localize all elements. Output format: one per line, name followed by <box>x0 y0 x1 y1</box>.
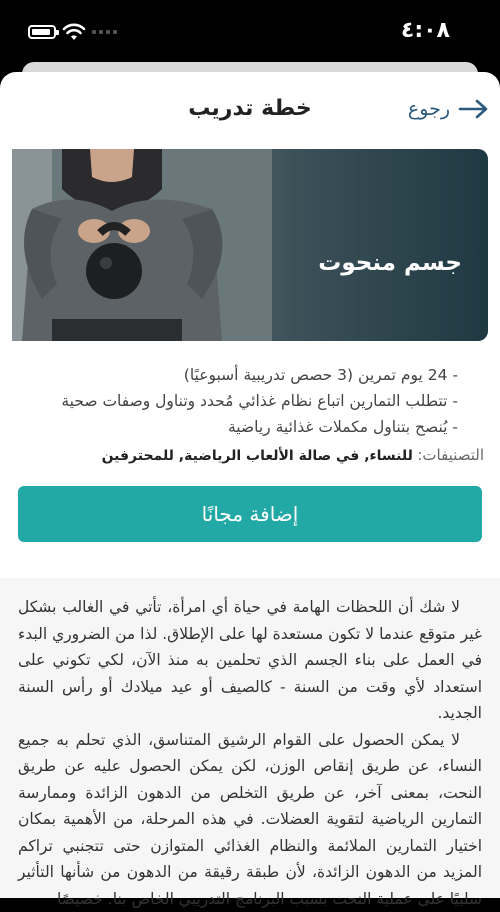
status-time: ٤:٠٨ <box>401 18 450 43</box>
plan-sheet <box>0 72 500 889</box>
plan-bullet: - 24 يوم تمرين (3 حصص تدريبية أسبوعيًا) <box>18 362 458 388</box>
page-title: خطة تدريب <box>0 96 500 121</box>
woman-kettlebell-image <box>12 149 272 341</box>
plan-bullet: - يُنصح بتناول مكملات غذائية رياضية <box>18 414 458 440</box>
wifi-icon <box>62 22 86 42</box>
add-free-button[interactable]: إضافة مجانًا <box>18 486 482 542</box>
plan-bullet: - تتطلب التمارين اتباع نظام غذائي مُحدد وتناول وصفات صحية <box>18 388 458 414</box>
hero-banner <box>12 149 488 341</box>
header <box>0 72 500 148</box>
description-paragraph: لا يمكن الحصول على القوام الرشيق المتناسق، الذي تحلم به جميع النساء، عن طريق إنقاص الوزن، لكن يمكن الحصول عليه عن طريق النحت، بمعنى آخر، عن طريق التخلص من الدهون الزائدة وممارسة التمارين الرياضية لتقوية العضلات. في هذه المرحلة، من الأهمية بمكان اختيار التمارين الملائمة والنظام الغذائي المتوازن حتى تتجنبي تراكم المزيد من الدهون الزائدة، لأن طبقة رقيقة من الدهون من شأنها التأثير سلبيًا على عملية النحت بسبب البرنامج التدريبي الخاص بنا. خصيصًا <box>18 727 482 912</box>
category-row <box>102 446 484 464</box>
category-label: التصنيفات: <box>417 446 484 464</box>
battery-icon <box>28 25 56 39</box>
category-value: للنساء, في صالة الألعاب الرياضية, للمحترفين <box>102 448 413 464</box>
description-paragraph: لا شك أن اللحظات الهامة في حياة أي امرأة، تأتي في الغالب بشكل غير متوقع عندما لا تكون مستعدة لها على الإطلاق. لذا من الضروري البدء في العمل على بناء الجسم الذي تحلمين به منذ الآن، لكي تكوني على استعداد لأي وقت من السنة - كالصيف أو عيد ميلادك أو رأس السنة الجديد. <box>18 594 482 727</box>
back-button[interactable] <box>408 98 490 120</box>
plan-details-list <box>18 362 458 440</box>
description <box>0 578 500 898</box>
cellular-signal-icon <box>92 30 117 34</box>
status-bar <box>0 0 500 62</box>
arrow-right-icon <box>458 98 490 120</box>
back-label: رجوع <box>408 98 450 120</box>
hero-title: جسم منحوت <box>318 250 462 276</box>
